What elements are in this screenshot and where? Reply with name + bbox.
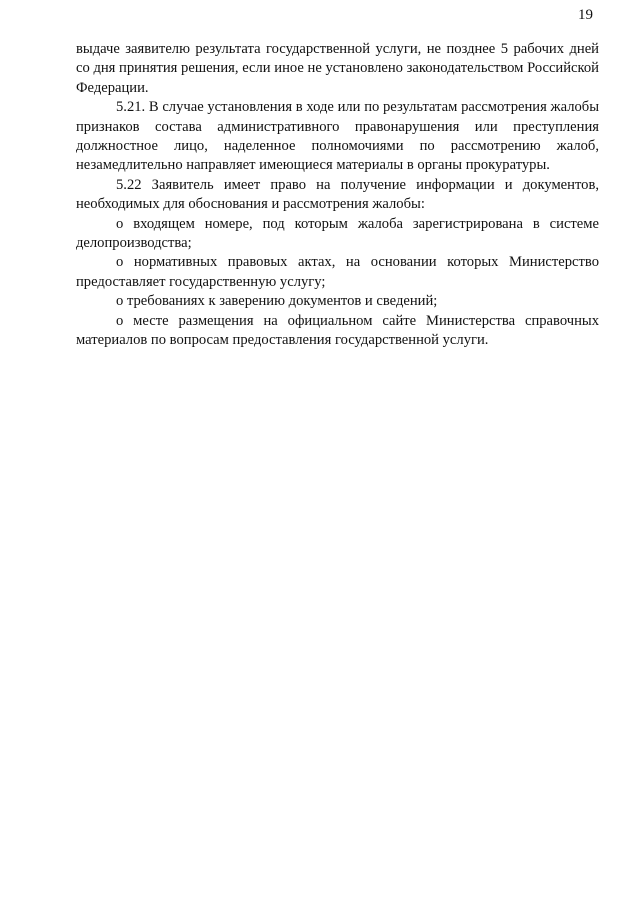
paragraph-continuation: выдаче заявителю результата государственной услуги, не позднее 5 рабочих дней со дня принятия решения, если иное не установлено законодательством Российской Федерации. — [76, 41, 599, 96]
paragraph-5-21: 5.21. В случае установления в ходе или по результатам рассмотрения жалобы признаков состава административного правонарушения или преступления должностное лицо, наделенное полномочиями по рассмотрению жалоб, незамедлительно направляет имеющиеся материалы в органы прокуратуры. — [76, 99, 599, 174]
document-body — [76, 40, 599, 351]
list-item-reference-materials: о месте размещения на официальном сайте Министерства справочных материалов по вопросам предоставления государственной услуги. — [76, 312, 599, 349]
list-item-certification-requirements: о требованиях к заверению документов и сведений; — [116, 293, 438, 310]
paragraph-5-22: 5.22 Заявитель имеет право на получение информации и документов, необходимых для обоснования и рассмотрения жалобы: — [76, 176, 599, 213]
list-item-incoming-number: о входящем номере, под которым жалоба зарегистрирована в системе делопроизводства; — [76, 215, 599, 252]
list-item-legal-acts: о нормативных правовых актах, на основании которых Министерство предоставляет государственную услугу; — [76, 254, 599, 290]
page-number: 19 — [578, 7, 593, 23]
